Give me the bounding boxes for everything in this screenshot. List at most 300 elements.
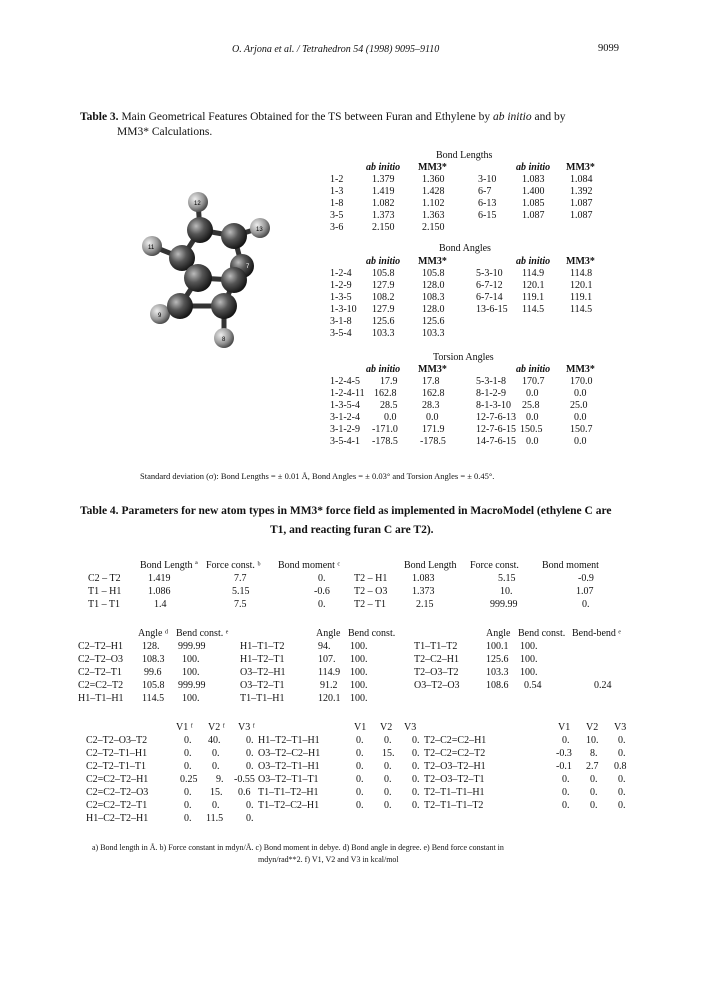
table-cell: 1.392 — [570, 186, 593, 197]
col-header: MM3* — [566, 256, 595, 267]
table-cell: C2–T2–O3 — [78, 654, 123, 665]
table-cell: 40. — [208, 735, 221, 746]
table-cell: 0. — [212, 761, 220, 772]
col-header: Angle — [486, 628, 511, 639]
table-cell: 0. — [618, 735, 626, 746]
table-cell: 15. — [210, 787, 223, 798]
table-cell: 0. — [618, 800, 626, 811]
table-cell: T1–T1–H1 — [240, 693, 285, 704]
table-cell: O3–T2–T1–H1 — [258, 761, 320, 772]
table-cell: C2 – T2 — [88, 573, 121, 584]
table-cell: 1-3-5-4 — [330, 400, 360, 411]
table-cell: 1.084 — [570, 174, 593, 185]
table-cell: 999.99 — [178, 680, 206, 691]
table-cell: 125.6 — [422, 316, 445, 327]
table-cell: 11.5 — [206, 813, 224, 824]
col-header: V1 — [558, 722, 571, 733]
table-cell: 128.0 — [422, 280, 445, 291]
table-cell: 119.1 — [522, 292, 545, 303]
table-cell: 0. — [212, 800, 220, 811]
table-cell: 9. — [216, 774, 224, 785]
table-cell: 0. — [184, 748, 192, 759]
atom-carbon — [184, 264, 212, 292]
table-cell: 100. — [350, 654, 368, 665]
table-cell: 0. — [184, 735, 192, 746]
table-cell: T2–C2–H1 — [414, 654, 459, 665]
atom-label: 11 — [148, 245, 155, 251]
table-cell: 100. — [182, 693, 200, 704]
table-cell: -0.55 — [234, 774, 255, 785]
table-cell: 0.8 — [614, 761, 627, 772]
table-cell: T2 – O3 — [354, 586, 388, 597]
table-cell: 1.082 — [372, 198, 395, 209]
col-header: Bend const. — [348, 628, 396, 639]
table-cell: 14-7-6-15 — [476, 436, 516, 447]
table-cell: 1.087 — [570, 210, 593, 221]
table-cell: 100. — [350, 680, 368, 691]
table-cell: 0. — [412, 787, 420, 798]
col-header: Bond moment — [542, 560, 599, 571]
table-cell: 7.5 — [234, 599, 247, 610]
table-cell: 3-1-2-9 — [330, 424, 360, 435]
col-header: V2 — [586, 722, 599, 733]
table-cell: 1-2-9 — [330, 280, 352, 291]
table-cell: -178.5 — [420, 436, 446, 447]
table-cell: 119.1 — [570, 292, 593, 303]
table-cell: 2.15 — [416, 599, 434, 610]
col-header: ab initio — [516, 256, 551, 267]
table-cell: O3–T2–T1 — [240, 680, 285, 691]
table-cell: 0. — [412, 735, 420, 746]
col-header: ab initio — [516, 162, 551, 173]
table-cell: 170.0 — [570, 376, 593, 387]
table-cell: 8-1-2-9 — [476, 388, 506, 399]
table-cell: 3-5 — [330, 210, 344, 221]
col-header: Bend const. ᵉ — [176, 628, 229, 639]
table-cell: 999.99 — [490, 599, 518, 610]
col-header: ab initio — [366, 364, 401, 375]
table-cell: -171.0 — [372, 424, 398, 435]
col-header: Force const. ᵇ — [206, 560, 261, 571]
table-cell: 3-5-4-1 — [330, 436, 360, 447]
table-cell: 0.0 — [574, 388, 587, 399]
table-cell: 25.8 — [522, 400, 540, 411]
table-cell: 114.5 — [142, 693, 165, 704]
table-cell: 17.8 — [422, 376, 440, 387]
atom-label: 12 — [194, 201, 201, 207]
table-cell: C2=C2–T2–H1 — [86, 774, 149, 785]
std-dev-note: Standard deviation (σ): Bond Lengths = ± 0.01 Å, Bond Angles = ± 0.03° and Torsion Angles = ± 0.45°. — [140, 471, 495, 481]
table-cell: 0. — [356, 787, 364, 798]
table-cell: 0. — [412, 800, 420, 811]
atom-label: 7 — [246, 264, 250, 270]
table-cell: 0. — [184, 787, 192, 798]
table-cell: 100. — [350, 693, 368, 704]
bond-lengths-table — [330, 162, 630, 242]
table-cell: 1.360 — [422, 174, 445, 185]
table-cell: 1-2-4-5 — [330, 376, 360, 387]
table-cell: 0. — [618, 748, 626, 759]
col-header: V3 ᶠ — [238, 722, 255, 733]
table-cell: 100. — [520, 654, 538, 665]
table-cell: 8. — [590, 748, 598, 759]
table-cell: 0. — [246, 761, 254, 772]
table-cell: 13-6-15 — [476, 304, 508, 315]
table-cell: 108.6 — [486, 680, 509, 691]
running-title: O. Arjona et al. / Tetrahedron 54 (1998) 9095–9110 — [232, 44, 440, 55]
table-cell: 25.0 — [570, 400, 588, 411]
table-cell: 17.9 — [380, 376, 398, 387]
table-cell: C2–T2–H1 — [78, 641, 123, 652]
table-cell: C2=C2–T2–T1 — [86, 800, 148, 811]
table-cell: T1 – T1 — [88, 599, 121, 610]
table-cell: 0. — [246, 813, 254, 824]
table-cell: 1-2 — [330, 174, 344, 185]
table-cell: 0. — [318, 573, 326, 584]
table-cell: 1.419 — [372, 186, 395, 197]
bond-lengths-title: Bond Lengths — [436, 150, 493, 161]
table-cell: 3-5-4 — [330, 328, 352, 339]
table-cell: 105.8 — [142, 680, 165, 691]
col-header: Angle ᵈ — [138, 628, 169, 639]
col-header: V3 — [404, 722, 417, 733]
table-cell: 100. — [350, 667, 368, 678]
table-cell: 0. — [356, 761, 364, 772]
table-cell: 0. — [356, 735, 364, 746]
table-cell: 125.6 — [486, 654, 509, 665]
atom-carbon — [167, 293, 193, 319]
table-cell: O3–T2–C2–H1 — [258, 748, 321, 759]
col-header: ab initio — [366, 256, 401, 267]
table-cell: 120.1 — [570, 280, 593, 291]
table-cell: T2 – H1 — [354, 573, 388, 584]
table-cell: 0. — [184, 800, 192, 811]
table-cell: 105.8 — [422, 268, 445, 279]
table-cell: 0.25 — [180, 774, 198, 785]
table-cell: 3-10 — [478, 174, 497, 185]
table-cell: 1-3 — [330, 186, 344, 197]
col-header: V1 ᶠ — [176, 722, 193, 733]
table4-torsions — [86, 722, 646, 832]
table4-angles — [78, 628, 638, 708]
col-header: V2 — [380, 722, 393, 733]
table-cell: 1-2-4 — [330, 268, 352, 279]
table-cell: 1.373 — [372, 210, 395, 221]
table-cell: 6-15 — [478, 210, 497, 221]
table-cell: 0. — [562, 735, 570, 746]
table-cell: 108.3 — [422, 292, 445, 303]
table-cell: 100. — [182, 654, 200, 665]
table-cell: T2–C2=C2–H1 — [424, 735, 487, 746]
table-cell: 127.9 — [372, 280, 395, 291]
table-cell: T1 – H1 — [88, 586, 122, 597]
col-header: Bond moment ᶜ — [278, 560, 341, 571]
table-cell: 7.7 — [234, 573, 247, 584]
table-cell: 0.0 — [384, 412, 397, 423]
col-header: Bend-bend ᵉ — [572, 628, 621, 639]
table-cell: T2–O3–T2–H1 — [424, 761, 486, 772]
table-cell: 120.1 — [318, 693, 341, 704]
table-cell: 114.9 — [318, 667, 341, 678]
molecule-atoms — [142, 192, 270, 348]
table-cell: O3–T2–H1 — [240, 667, 286, 678]
table-cell: 1.4 — [154, 599, 167, 610]
table-cell: 12-7-6-13 — [476, 412, 516, 423]
table-cell: 1.379 — [372, 174, 395, 185]
table-cell: T1–T2–C2–H1 — [258, 800, 320, 811]
table-cell: -0.9 — [578, 573, 594, 584]
table-cell: 10. — [500, 586, 513, 597]
table-cell: 0. — [590, 787, 598, 798]
table-cell: 1.373 — [412, 586, 435, 597]
molecule-structure-figure — [138, 188, 288, 358]
col-header: MM3* — [566, 162, 595, 173]
table-cell: 114.9 — [522, 268, 545, 279]
table-cell: C2–T2–T1 — [78, 667, 122, 678]
table-cell: C2–T2–T1–T1 — [86, 761, 146, 772]
col-header: Bend const. — [518, 628, 566, 639]
table-cell: 100. — [520, 667, 538, 678]
atom-carbon — [187, 217, 213, 243]
table-cell: 3-6 — [330, 222, 344, 233]
table-cell: 0.0 — [526, 388, 539, 399]
table-cell: 108.2 — [372, 292, 395, 303]
table-cell: 162.8 — [422, 388, 445, 399]
table-cell: 0. — [590, 800, 598, 811]
table-cell: 0.24 — [594, 680, 612, 691]
atom-label: 8 — [222, 337, 226, 343]
table-cell: H1–C2–T2–H1 — [86, 813, 149, 824]
table-cell: T2–O3–T2 — [414, 667, 459, 678]
table-cell: 10. — [586, 735, 599, 746]
table-cell: 1.083 — [522, 174, 545, 185]
table-cell: 0. — [384, 787, 392, 798]
table-cell: 100. — [182, 667, 200, 678]
table-cell: -0.1 — [556, 761, 572, 772]
table-cell: 99.6 — [144, 667, 162, 678]
table-cell: 1-3-5 — [330, 292, 352, 303]
table-cell: 0.0 — [574, 436, 587, 447]
table3-caption: Table 3. Main Geometrical Features Obtained for the TS between Furan and Ethylene by ab initio and by — [80, 111, 566, 123]
table-cell: 1.363 — [422, 210, 445, 221]
table-cell: 0. — [384, 800, 392, 811]
table-cell: 999.99 — [178, 641, 206, 652]
table-cell: T2–T1–T1–T2 — [424, 800, 484, 811]
table-cell: 128. — [142, 641, 160, 652]
table4-bonds — [88, 560, 628, 614]
atom-oxygen — [211, 293, 237, 319]
table-cell: 162.8 — [374, 388, 397, 399]
atom-carbon — [221, 267, 247, 293]
table4-caption: Table 4. Parameters for new atom types in MM3* force field as implemented in MacroModel (ethylene C are — [80, 505, 612, 517]
table-cell: 0.6 — [238, 787, 251, 798]
table-cell: 8-1-3-10 — [476, 400, 511, 411]
table-cell: 100.1 — [486, 641, 509, 652]
table-cell: 1.085 — [522, 198, 545, 209]
table-cell: H1–T2–T1 — [240, 654, 285, 665]
table-cell: 1.087 — [570, 198, 593, 209]
col-header: ab initio — [516, 364, 551, 375]
table-cell: 1.400 — [522, 186, 545, 197]
table-cell: 5.15 — [498, 573, 516, 584]
table-cell: 125.6 — [372, 316, 395, 327]
col-header: MM3* — [418, 256, 447, 267]
table-cell: -0.6 — [314, 586, 330, 597]
col-header: ab initio — [366, 162, 401, 173]
table-cell: 0. — [562, 800, 570, 811]
table-cell: -0.3 — [556, 748, 572, 759]
table-cell: 0. — [356, 774, 364, 785]
table3-caption-line2: MM3* Calculations. — [117, 126, 213, 138]
torsion-angles-table — [330, 364, 630, 454]
table-cell: T2–O3–T2–T1 — [424, 774, 485, 785]
table-cell: 103.3 — [486, 667, 509, 678]
col-header: V2 ᶠ — [208, 722, 225, 733]
table-cell: 128.0 — [422, 304, 445, 315]
table-cell: 114.5 — [570, 304, 593, 315]
table-cell: 1.07 — [576, 586, 594, 597]
table-cell: 6-7-14 — [476, 292, 503, 303]
table-cell: 5-3-10 — [476, 268, 503, 279]
table-cell: 108.3 — [142, 654, 165, 665]
table-cell: T2 – T1 — [354, 599, 387, 610]
atom-label: 13 — [256, 227, 263, 233]
atom-carbon — [221, 223, 247, 249]
table-cell: 0. — [356, 800, 364, 811]
bond-angles-title: Bond Angles — [439, 243, 491, 254]
table-cell: 1.087 — [522, 210, 545, 221]
table-cell: 0. — [384, 735, 392, 746]
table-cell: 94. — [318, 641, 331, 652]
table-cell: 0. — [246, 735, 254, 746]
table-cell: 0. — [582, 599, 590, 610]
table-cell: 5-3-1-8 — [476, 376, 506, 387]
table-cell: 1-8 — [330, 198, 344, 209]
col-header: Angle — [316, 628, 341, 639]
atom-label: 9 — [158, 313, 162, 319]
table-cell: 0. — [412, 748, 420, 759]
table-cell: 28.5 — [380, 400, 398, 411]
table-cell: 0. — [212, 748, 220, 759]
table-cell: 0. — [246, 748, 254, 759]
table-cell: 127.9 — [372, 304, 395, 315]
table-cell: 0. — [412, 761, 420, 772]
table-cell: 150.5 — [520, 424, 543, 435]
table-cell: 0. — [412, 774, 420, 785]
table-cell: 1-3-10 — [330, 304, 357, 315]
table-cell: 12-7-6-15 — [476, 424, 516, 435]
col-header: MM3* — [566, 364, 595, 375]
table-cell: H1–T1–T2 — [240, 641, 285, 652]
page-number: 9099 — [598, 43, 619, 54]
table-cell: 1.419 — [148, 573, 171, 584]
table-cell: 91.2 — [320, 680, 338, 691]
table-cell: 171.9 — [422, 424, 445, 435]
col-header: MM3* — [418, 162, 447, 173]
table-cell: 114.5 — [522, 304, 545, 315]
table-cell: T1–T1–T2–H1 — [258, 787, 319, 798]
table-cell: 0. — [562, 787, 570, 798]
table-cell: 103.3 — [372, 328, 395, 339]
table-cell: 0. — [384, 774, 392, 785]
table-cell: 170.7 — [522, 376, 545, 387]
table-cell: -178.5 — [372, 436, 398, 447]
table-cell: 0. — [618, 774, 626, 785]
table-cell: 100. — [520, 641, 538, 652]
table-cell: H1–T1–H1 — [78, 693, 124, 704]
table4-caption-line2: T1, and reacting furan C are T2). — [270, 524, 434, 536]
table-cell: 1.428 — [422, 186, 445, 197]
table-cell: 0. — [384, 761, 392, 772]
table-cell: 0.0 — [526, 436, 539, 447]
table-cell: T2–C2=C2–T2 — [424, 748, 486, 759]
table-cell: 3-1-8 — [330, 316, 352, 327]
table-cell: 150.7 — [570, 424, 593, 435]
table-cell: 0. — [590, 774, 598, 785]
table-cell: 28.3 — [422, 400, 440, 411]
table-cell: O3–T2–T1–T1 — [258, 774, 319, 785]
table-cell: 6-7-12 — [476, 280, 503, 291]
table-cell: 0.54 — [524, 680, 542, 691]
table-cell: 5.15 — [232, 586, 250, 597]
table4-footnote-line2: mdyn/rad**2. f) V1, V2 and V3 in kcal/mol — [258, 855, 399, 864]
table-cell: T2–T1–T1–H1 — [424, 787, 485, 798]
table-cell: 0. — [318, 599, 326, 610]
table-cell: 1.102 — [422, 198, 445, 209]
table-cell: 0.0 — [574, 412, 587, 423]
table-cell: 0. — [618, 787, 626, 798]
table-cell: 6-13 — [478, 198, 497, 209]
table-cell: 2.7 — [586, 761, 599, 772]
table-cell: 105.8 — [372, 268, 395, 279]
table-cell: 0. — [184, 761, 192, 772]
table-cell: 2.150 — [422, 222, 445, 233]
table-cell: 0. — [246, 800, 254, 811]
table-cell: 1.083 — [412, 573, 435, 584]
table-cell: O3–T2–O3 — [414, 680, 460, 691]
torsion-angles-title: Torsion Angles — [433, 352, 494, 363]
col-header: Force const. — [470, 560, 519, 571]
bond-angles-table — [330, 256, 630, 346]
table-cell: 107. — [318, 654, 336, 665]
table-cell: 114.8 — [570, 268, 593, 279]
col-header: V1 — [354, 722, 367, 733]
table-cell: 0. — [562, 774, 570, 785]
table-cell: C2=C2–T2 — [78, 680, 124, 691]
table-cell: 120.1 — [522, 280, 545, 291]
table-cell: 2.150 — [372, 222, 395, 233]
table4-footnote: a) Bond length in Å. b) Force constant in mdyn/Å. c) Bond moment in debye. d) Bond angle in degree. e) Bend force constant in — [92, 843, 504, 852]
table-cell: 1.086 — [148, 586, 171, 597]
table-cell: 6-7 — [478, 186, 492, 197]
col-header: V3 — [614, 722, 627, 733]
table-cell: 0.0 — [526, 412, 539, 423]
table-cell: T1–T1–T2 — [414, 641, 458, 652]
table-cell: H1–T2–T1–H1 — [258, 735, 320, 746]
table-cell: 0. — [184, 813, 192, 824]
col-header: MM3* — [418, 364, 447, 375]
table-cell: 0.0 — [426, 412, 439, 423]
col-header: Bond Length — [404, 560, 457, 571]
table-cell: 3-1-2-4 — [330, 412, 360, 423]
table-cell: 15. — [382, 748, 395, 759]
col-header: Bond Length ª — [140, 560, 198, 571]
table-cell: 100. — [350, 641, 368, 652]
table-cell: 1-2-4-11 — [330, 388, 365, 399]
table-cell: C2–T2–T1–H1 — [86, 748, 148, 759]
table-cell: C2–T2–O3–T2 — [86, 735, 148, 746]
table-cell: 103.3 — [422, 328, 445, 339]
